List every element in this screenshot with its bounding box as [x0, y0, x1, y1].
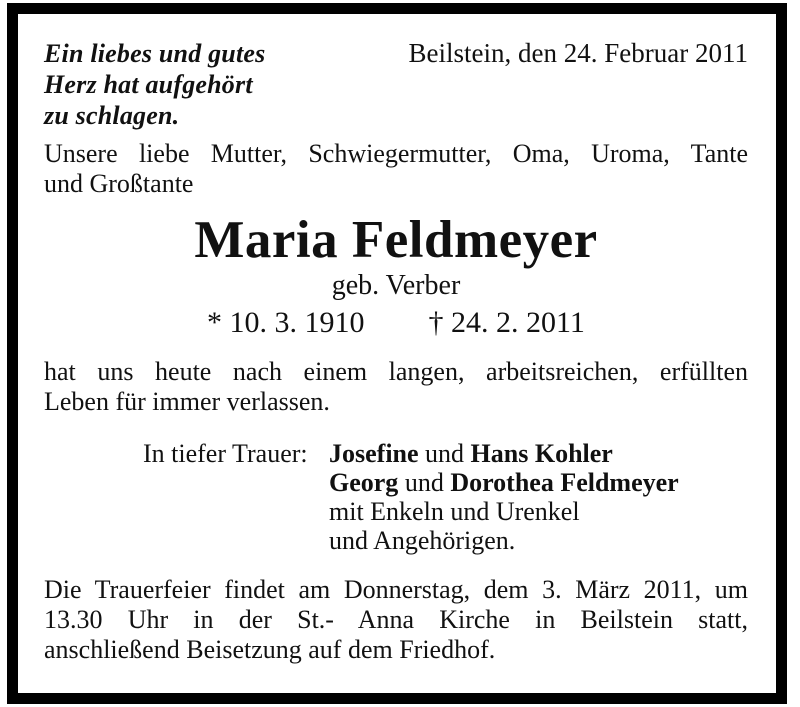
mourner-name: Georg	[329, 468, 399, 497]
mourner-line-2	[329, 468, 679, 497]
mourner-line-4: und Angehörigen.	[329, 526, 516, 555]
deceased-name: Maria Feldmeyer	[194, 211, 598, 269]
mourner-names	[329, 439, 679, 555]
header-row	[44, 38, 748, 131]
mourning-label: In tiefer Trauer:	[143, 439, 308, 468]
intro-line-2: und Großtante	[44, 169, 194, 198]
mourner-line-1	[329, 439, 679, 468]
conjunction: und	[398, 468, 451, 497]
epitaph-line-2: Herz hat aufgehört	[44, 70, 253, 99]
life-dates	[44, 307, 748, 339]
funeral-line-3: anschließend Beisetzung auf dem Friedhof.	[44, 635, 496, 664]
funeral-line-2: 13.30 Uhr in der St.- Anna Kirche in Beilstein statt,	[44, 605, 748, 634]
obituary-content	[44, 38, 748, 665]
funeral-paragraph	[44, 575, 748, 665]
mourner-name: Dorothea Feldmeyer	[450, 468, 679, 497]
obituary-frame	[7, 3, 787, 704]
mourner-line-3: mit Enkeln und Urenkel	[329, 497, 580, 526]
maiden-name: geb. Verber	[331, 270, 461, 301]
place-date-line: Beilstein, den 24. Februar 2011	[408, 38, 748, 68]
mourner-name: Hans Kohler	[470, 439, 613, 468]
intro-line-1: Unsere liebe Mutter, Schwiegermutter, Oma, Uroma, Tante	[44, 139, 748, 168]
conjunction: und	[418, 439, 471, 468]
epitaph-line-1: Ein liebes und gutes	[44, 39, 266, 68]
mourner-name: Josefine	[329, 439, 419, 468]
epitaph-line-3: zu schlagen.	[44, 101, 180, 130]
farewell-line-2: Leben für immer verlassen.	[44, 387, 330, 416]
epitaph-verse	[44, 38, 265, 131]
farewell-line-1: hat uns heute nach einem langen, arbeitsreichen, erfüllten	[44, 357, 748, 386]
death-date: † 24. 2. 2011	[428, 306, 585, 339]
intro-paragraph	[44, 139, 748, 199]
farewell-paragraph	[44, 357, 748, 417]
mourning-block	[44, 439, 748, 555]
funeral-line-1: Die Trauerfeier findet am Donnerstag, dem 3. März 2011, um	[44, 575, 748, 604]
birth-date: * 10. 3. 1910	[207, 306, 365, 339]
